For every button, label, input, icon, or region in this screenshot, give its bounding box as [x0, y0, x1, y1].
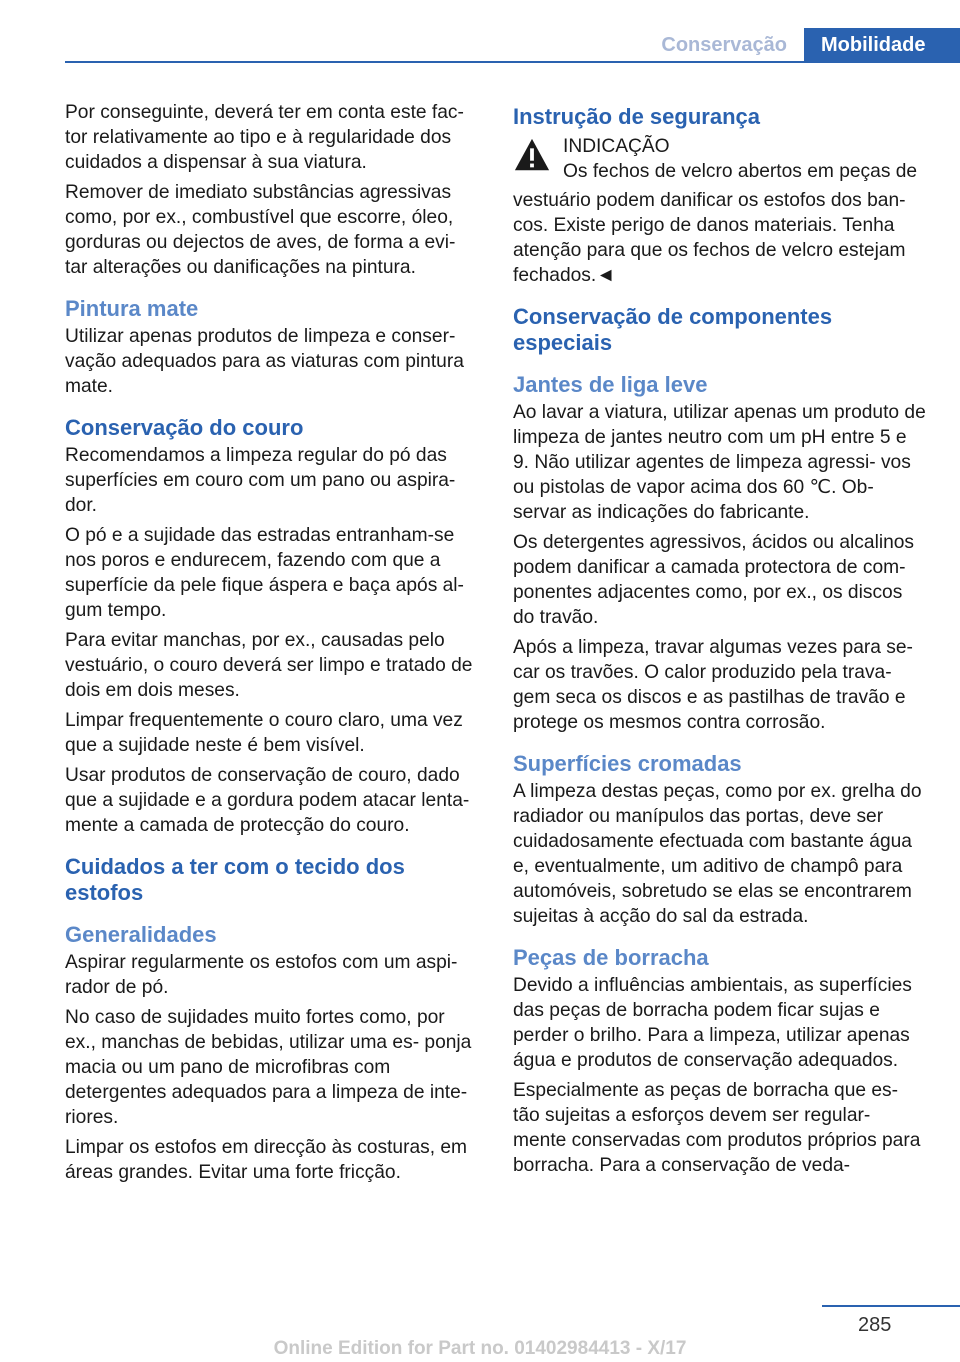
paragraph: Aspirar regularmente os estofos com um aspi‐ rador de pó. [65, 952, 458, 998]
tab-mobilidade[interactable]: Mobilidade [804, 28, 960, 62]
footer-rule [822, 1305, 960, 1307]
warning-text: vestuário podem danificar os estofos dos ban‐ cos. Existe perigo de danos materiais. Tenha atenção para que os fechos de velcro estejam fechados.◄ [513, 190, 906, 286]
paragraph: Especialmente as peças de borracha que es‐ tão sujeitas a esforços devem ser regular‐ mente conservadas com produtos próprios para borracha. Para a conservação de veda‐ [513, 1080, 921, 1176]
paragraph: Para evitar manchas, por ex., causadas pelo vestuário, o couro deverá ser limpo e tratado de dois em dois meses. [65, 630, 473, 701]
paragraph: O pó e a sujidade das estradas entranham-se nos poros e endurecem, fazendo com que a superfície da pele fique áspera e baça após al‐ gum tempo. [65, 525, 464, 621]
header-tabs [644, 28, 960, 62]
paragraph: Devido a influências ambientais, as superfícies das peças de borracha podem ficar sujas e perder o brilho. Para a limpeza, utilizar apenas água e produtos de conservação adequados. [513, 975, 912, 1071]
heading-superficies-cromadas: Superfícies cromadas [513, 751, 742, 776]
page-number: 285 [858, 1314, 892, 1336]
paragraph: A limpeza destas peças, como por ex. grelha do radiador ou manípulos das portas, deve ser cuidadosamente efectuada com bastante água e, eventualmente, um aditivo de champô para automóveis, sobretudo se elas se encontrarem sujeitas à acção do sal da estrada. [513, 781, 922, 927]
heading-componentes-especiais: Conservação de componentes especiais [513, 304, 833, 355]
heading-instrucao-seguranca: Instrução de segurança [513, 104, 760, 129]
warning-notice [513, 134, 927, 184]
paragraph: Após a limpeza, travar algumas vezes para se‐ car os travões. O calor produzido pela trava‐ gem seca os discos e as pastilhas de travão e protege os mesmos contra corrosão. [513, 637, 913, 733]
paragraph: Limpar frequentemente o couro claro, uma vez que a sujidade neste é bem visível. [65, 710, 463, 756]
warning-line: Os fechos de velcro abertos em peças de [563, 161, 918, 182]
heading-pintura-mate: Pintura mate [65, 296, 199, 321]
paragraph: Remover de imediato substâncias agressivas como, por ex., combustível que escorre, óleo, gorduras ou dejectos de aves, de forma a evi‐ tar alterações ou danificações na pintura. [65, 182, 456, 278]
heading-conservacao-couro: Conservação do couro [65, 415, 304, 440]
footer-edition: Online Edition for Part no. 01402984413 - X/17 [273, 1338, 687, 1359]
heading-pecas-borracha: Peças de borracha [513, 945, 709, 970]
paragraph: Os detergentes agressivos, ácidos ou alcalinos podem danificar a camada protectora de com‐ ponentes adjacentes como, por ex., os discos do travão. [513, 532, 915, 628]
paragraph: Limpar os estofos em direcção às costuras, em áreas grandes. Evitar uma forte fricção. [65, 1137, 468, 1183]
paragraph: No caso de sujidades muito fortes como, por ex., manchas de bebidas, utilizar uma es‐ ponja macia ou um pano de microfibras com detergentes adequados para a limpeza de inte‐ riores. [65, 1007, 472, 1128]
right-column [513, 100, 927, 1183]
heading-jantes: Jantes de liga leve [513, 372, 708, 397]
tab-conservacao[interactable]: Conservação [644, 28, 804, 62]
paragraph: Utilizar apenas produtos de limpeza e conser‐ vação adequados para as viaturas com pintura mate. [65, 326, 464, 397]
paragraph: Ao lavar a viatura, utilizar apenas um produto de limpeza de jantes neutro com um pH entre 5 e 9. Não utilizar agentes de limpeza agressi‐ vos ou pistolas de vapor acima dos 60 ℃. Ob‐ servar as indicações do fabricante. [513, 402, 926, 523]
paragraph: Recomendamos a limpeza regular do pó das superfícies em couro com um pano ou aspira‐ dor. [65, 445, 456, 516]
heading-tecido-estofos: Cuidados a ter com o tecido dos estofos [65, 854, 405, 905]
warning-title: INDICAÇÃO [563, 136, 670, 157]
heading-generalidades: Generalidades [65, 922, 217, 947]
header-rule [65, 61, 960, 63]
paragraph: Por conseguinte, deverá ter em conta este fac‐ tor relativamente ao tipo e à regularidade dos cuidados a dispensar à sua viatura. [65, 102, 464, 173]
warning-triangle-icon [513, 136, 551, 174]
paragraph: Usar produtos de conservação de couro, dado que a sujidade e a gordura podem atacar lenta‐ mente a camada de protecção do couro. [65, 765, 470, 836]
left-column [65, 100, 479, 1190]
